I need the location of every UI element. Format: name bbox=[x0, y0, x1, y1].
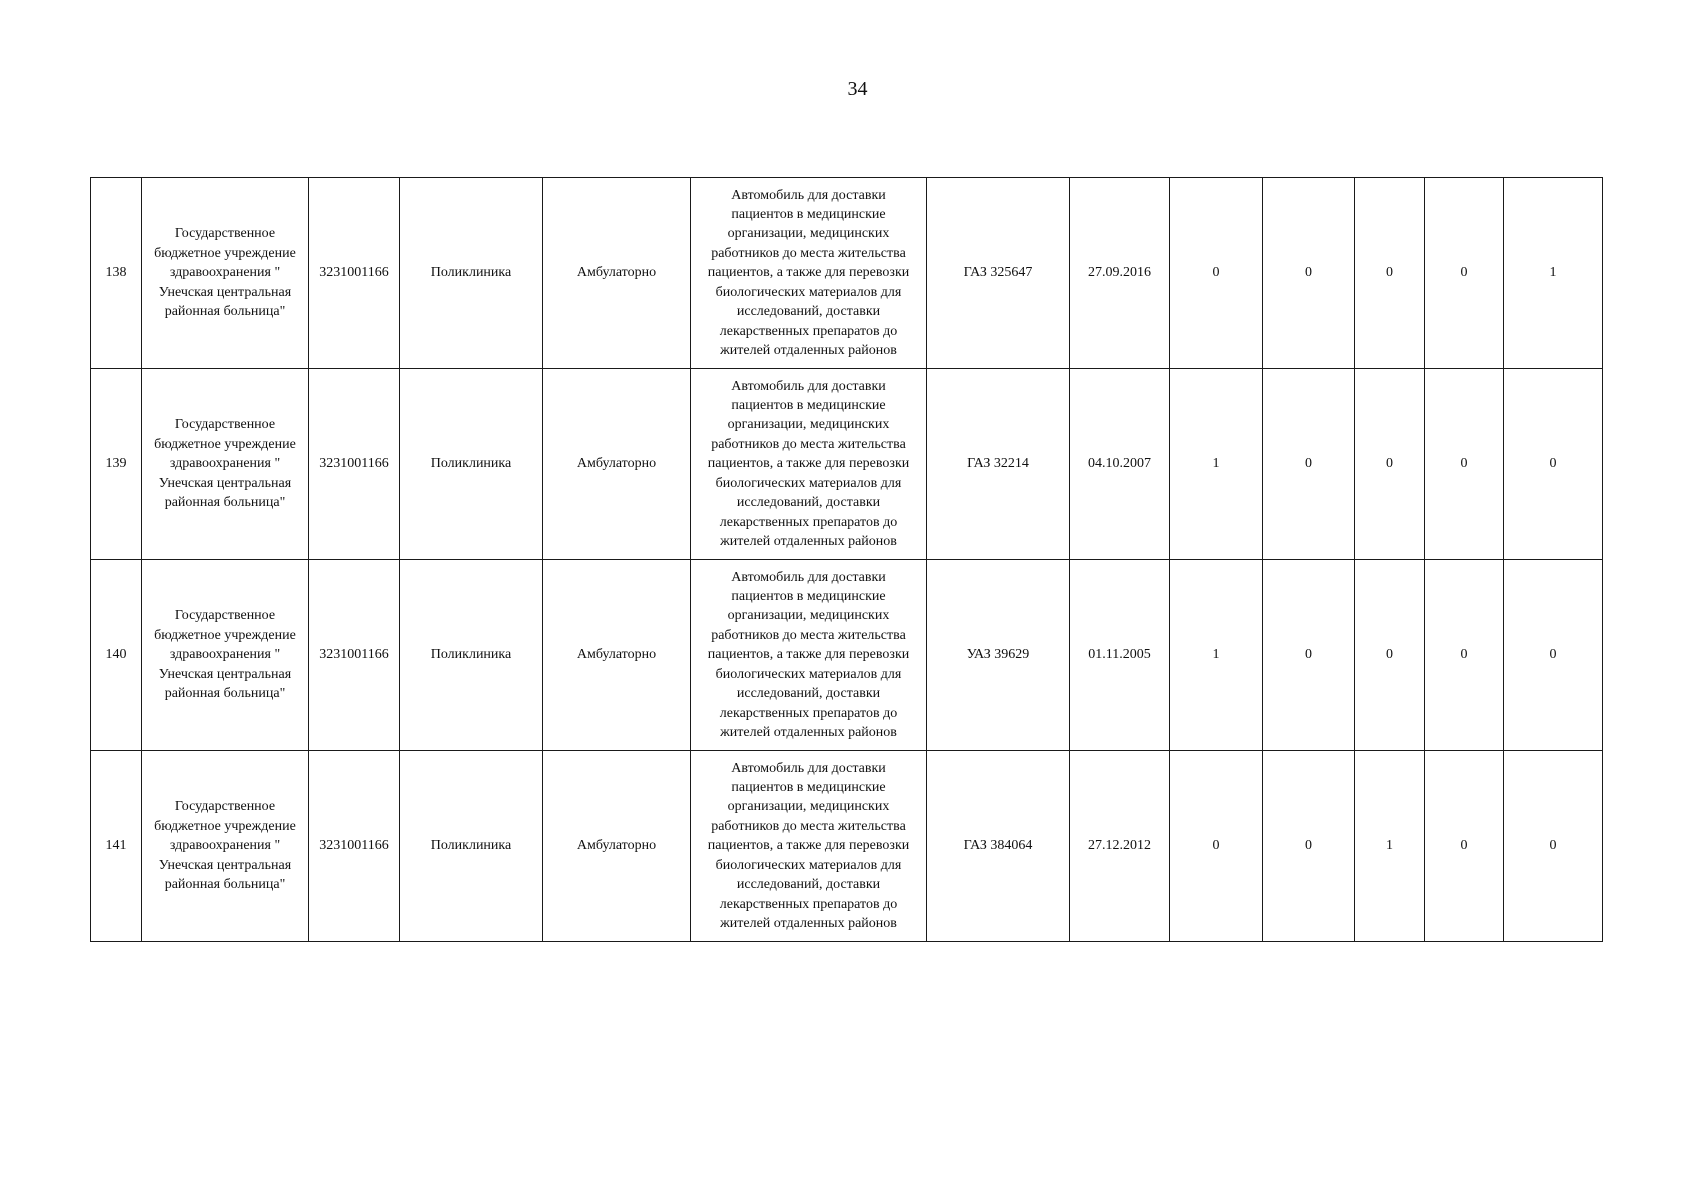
count-cell: 0 bbox=[1170, 178, 1263, 369]
row-number-cell: 139 bbox=[91, 369, 142, 560]
care-type-cell: Амбулаторно bbox=[543, 751, 691, 942]
unit-cell: Поликлиника bbox=[400, 751, 543, 942]
count-cell: 0 bbox=[1504, 369, 1603, 560]
count-cell: 0 bbox=[1263, 560, 1355, 751]
inn-cell: 3231001166 bbox=[309, 751, 400, 942]
row-number-cell: 141 bbox=[91, 751, 142, 942]
date-cell: 01.11.2005 bbox=[1070, 560, 1170, 751]
unit-cell: Поликлиника bbox=[400, 178, 543, 369]
vehicle-registry-table bbox=[90, 177, 1603, 942]
table-row bbox=[91, 751, 1603, 942]
vehicle-model-cell: ГАЗ 32214 bbox=[927, 369, 1070, 560]
count-cell: 0 bbox=[1355, 560, 1425, 751]
count-cell: 0 bbox=[1504, 751, 1603, 942]
count-cell: 0 bbox=[1504, 560, 1603, 751]
count-cell: 0 bbox=[1263, 751, 1355, 942]
vehicle-purpose-cell: Автомобиль для доставки пациентов в медицинские организации, медицинских работников до места жительства пациентов, а также для перевозки биологических материалов для исследований, доставки лекарственных препаратов до жителей отдаленных районов bbox=[691, 178, 927, 369]
care-type-cell: Амбулаторно bbox=[543, 369, 691, 560]
count-cell: 0 bbox=[1425, 751, 1504, 942]
unit-cell: Поликлиника bbox=[400, 560, 543, 751]
organization-cell: Государственное бюджетное учреждение здравоохранения " Унечская центральная районная больница" bbox=[142, 560, 309, 751]
count-cell: 0 bbox=[1263, 178, 1355, 369]
table-row bbox=[91, 369, 1603, 560]
row-number-cell: 138 bbox=[91, 178, 142, 369]
vehicle-purpose-cell: Автомобиль для доставки пациентов в медицинские организации, медицинских работников до места жительства пациентов, а также для перевозки биологических материалов для исследований, доставки лекарственных препаратов до жителей отдаленных районов bbox=[691, 751, 927, 942]
count-cell: 1 bbox=[1355, 751, 1425, 942]
count-cell: 0 bbox=[1170, 751, 1263, 942]
count-cell: 1 bbox=[1170, 369, 1263, 560]
table-row bbox=[91, 560, 1603, 751]
unit-cell: Поликлиника bbox=[400, 369, 543, 560]
count-cell: 0 bbox=[1425, 369, 1504, 560]
organization-cell: Государственное бюджетное учреждение здравоохранения " Унечская центральная районная больница" bbox=[142, 751, 309, 942]
vehicle-model-cell: УАЗ 39629 bbox=[927, 560, 1070, 751]
count-cell: 0 bbox=[1425, 560, 1504, 751]
inn-cell: 3231001166 bbox=[309, 560, 400, 751]
row-number-cell: 140 bbox=[91, 560, 142, 751]
count-cell: 1 bbox=[1170, 560, 1263, 751]
count-cell: 1 bbox=[1504, 178, 1603, 369]
organization-cell: Государственное бюджетное учреждение здравоохранения " Унечская центральная районная больница" bbox=[142, 369, 309, 560]
vehicle-model-cell: ГАЗ 384064 bbox=[927, 751, 1070, 942]
count-cell: 0 bbox=[1263, 369, 1355, 560]
vehicle-model-cell: ГАЗ 325647 bbox=[927, 178, 1070, 369]
care-type-cell: Амбулаторно bbox=[543, 560, 691, 751]
page-number: 34 bbox=[847, 78, 868, 100]
inn-cell: 3231001166 bbox=[309, 369, 400, 560]
count-cell: 0 bbox=[1425, 178, 1504, 369]
count-cell: 0 bbox=[1355, 178, 1425, 369]
vehicle-purpose-cell: Автомобиль для доставки пациентов в медицинские организации, медицинских работников до места жительства пациентов, а также для перевозки биологических материалов для исследований, доставки лекарственных препаратов до жителей отдаленных районов bbox=[691, 560, 927, 751]
organization-cell: Государственное бюджетное учреждение здравоохранения " Унечская центральная районная больница" bbox=[142, 178, 309, 369]
care-type-cell: Амбулаторно bbox=[543, 178, 691, 369]
vehicle-purpose-cell: Автомобиль для доставки пациентов в медицинские организации, медицинских работников до места жительства пациентов, а также для перевозки биологических материалов для исследований, доставки лекарственных препаратов до жителей отдаленных районов bbox=[691, 369, 927, 560]
inn-cell: 3231001166 bbox=[309, 178, 400, 369]
date-cell: 27.09.2016 bbox=[1070, 178, 1170, 369]
table-row bbox=[91, 178, 1603, 369]
date-cell: 27.12.2012 bbox=[1070, 751, 1170, 942]
date-cell: 04.10.2007 bbox=[1070, 369, 1170, 560]
count-cell: 0 bbox=[1355, 369, 1425, 560]
